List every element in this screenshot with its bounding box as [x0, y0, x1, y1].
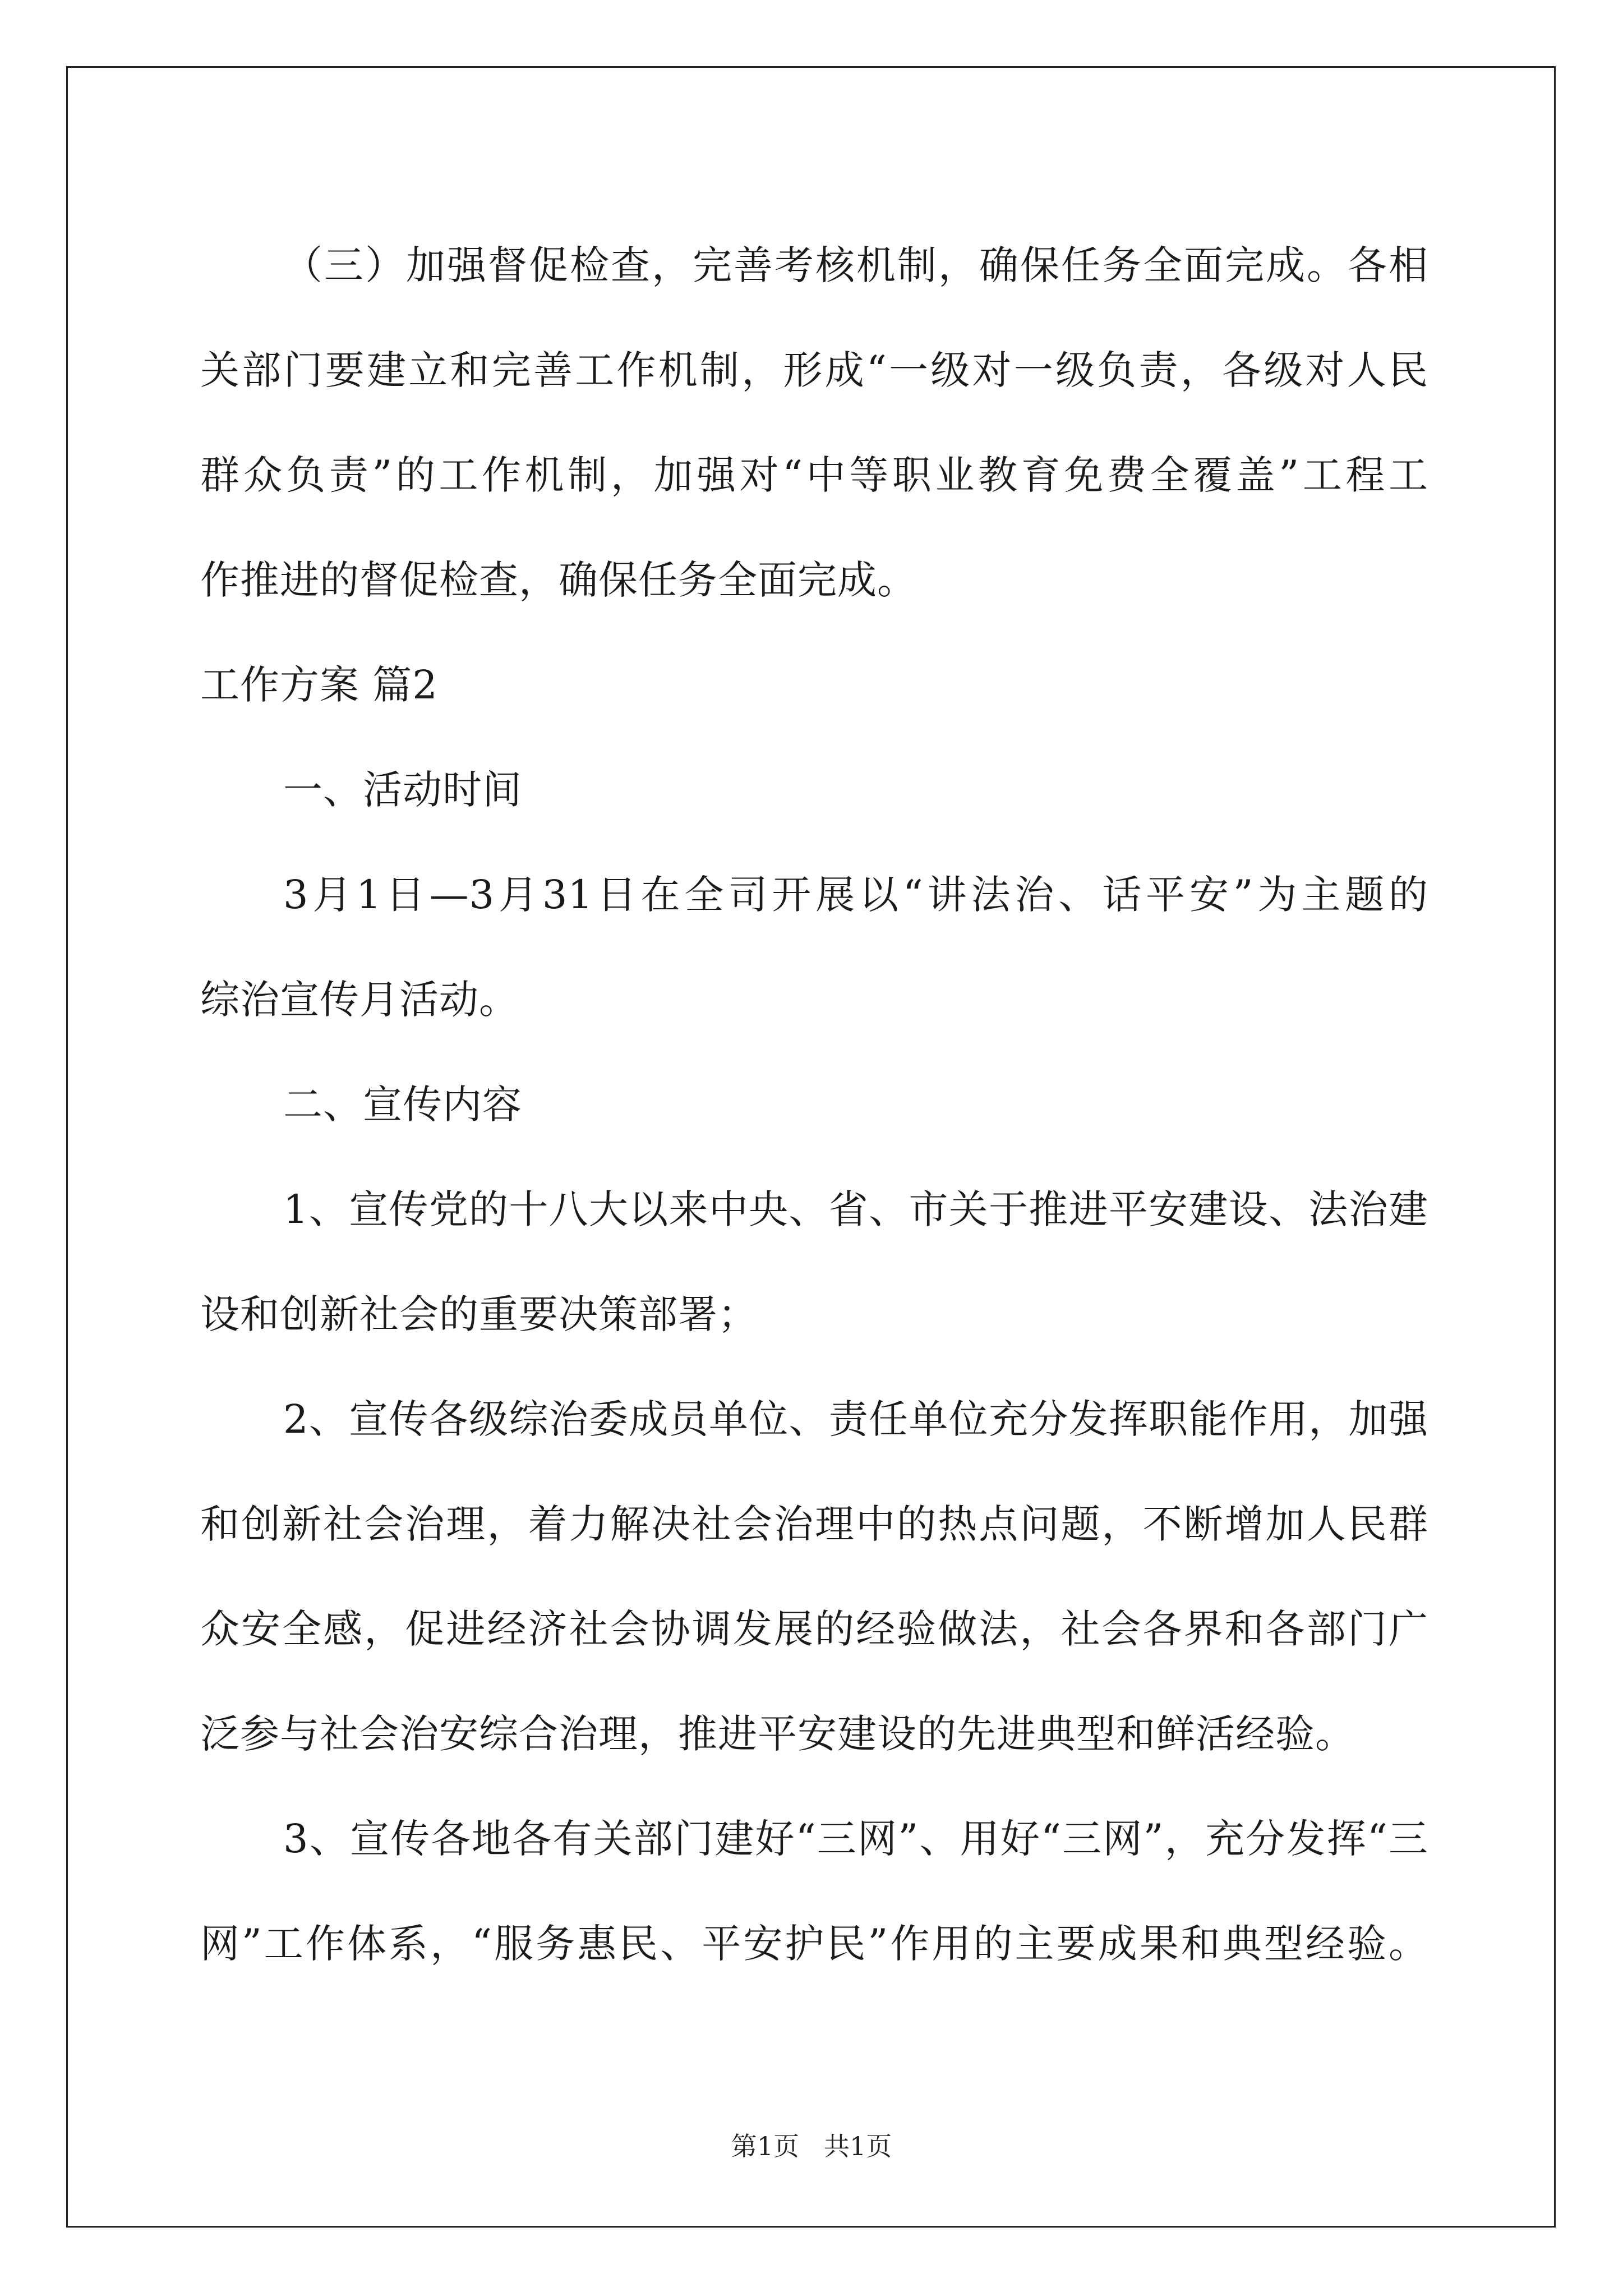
section-heading: 工作方案 篇2 — [200, 662, 438, 708]
paragraph-line: 众安全感，促进经济社会协调发展的经验做法，社会各界和各部门广 — [200, 1606, 1428, 1652]
paragraph-line: 设和创新社会的重要决策部署； — [200, 1291, 758, 1337]
paragraph-line: 1、宣传党的十八大以来中央、省、市关于推进平安建设、法治建 — [283, 1186, 1428, 1232]
subsection-heading: 二、宣传内容 — [283, 1082, 522, 1128]
paragraph-line: 和创新社会治理，着力解决社会治理中的热点问题，不断增加人民群 — [200, 1501, 1428, 1547]
page-number: 第1页 — [731, 2131, 799, 2161]
paragraph-line: 2、宣传各级综治委成员单位、责任单位充分发挥职能作用，加强 — [283, 1396, 1428, 1442]
document-body — [200, 213, 1428, 1996]
paragraph-line: 3月1日—3月31日在全司开展以“讲法治、话平安”为主题的 — [283, 872, 1428, 918]
paragraph-line: 泛参与社会治安综合治理，推进平安建设的先进典型和鲜活经验。 — [200, 1711, 1355, 1757]
paragraph-line: 3、宣传各地各有关部门建好“三网”、用好“三网”，充分发挥“三 — [283, 1816, 1428, 1862]
paragraph-line: （三）加强督促检查，完善考核机制，确保任务全面完成。各相 — [283, 242, 1428, 288]
paragraph-line: 网”工作体系，“服务惠民、平安护民”作用的主要成果和典型经验。 — [200, 1921, 1428, 1967]
paragraph-line: 群众负责”的工作机制，加强对“中等职业教育免费全覆盖”工程工 — [200, 452, 1428, 498]
page-total: 共1页 — [824, 2131, 892, 2161]
paragraph-line: 关部门要建立和完善工作机制，形成“一级对一级负责，各级对人民 — [200, 347, 1428, 393]
paragraph-line: 综治宣传月活动。 — [200, 977, 519, 1023]
subsection-heading: 一、活动时间 — [283, 767, 522, 813]
page-footer — [0, 2126, 1623, 2163]
paragraph-line: 作推进的督促检查，确保任务全面完成。 — [200, 557, 917, 603]
